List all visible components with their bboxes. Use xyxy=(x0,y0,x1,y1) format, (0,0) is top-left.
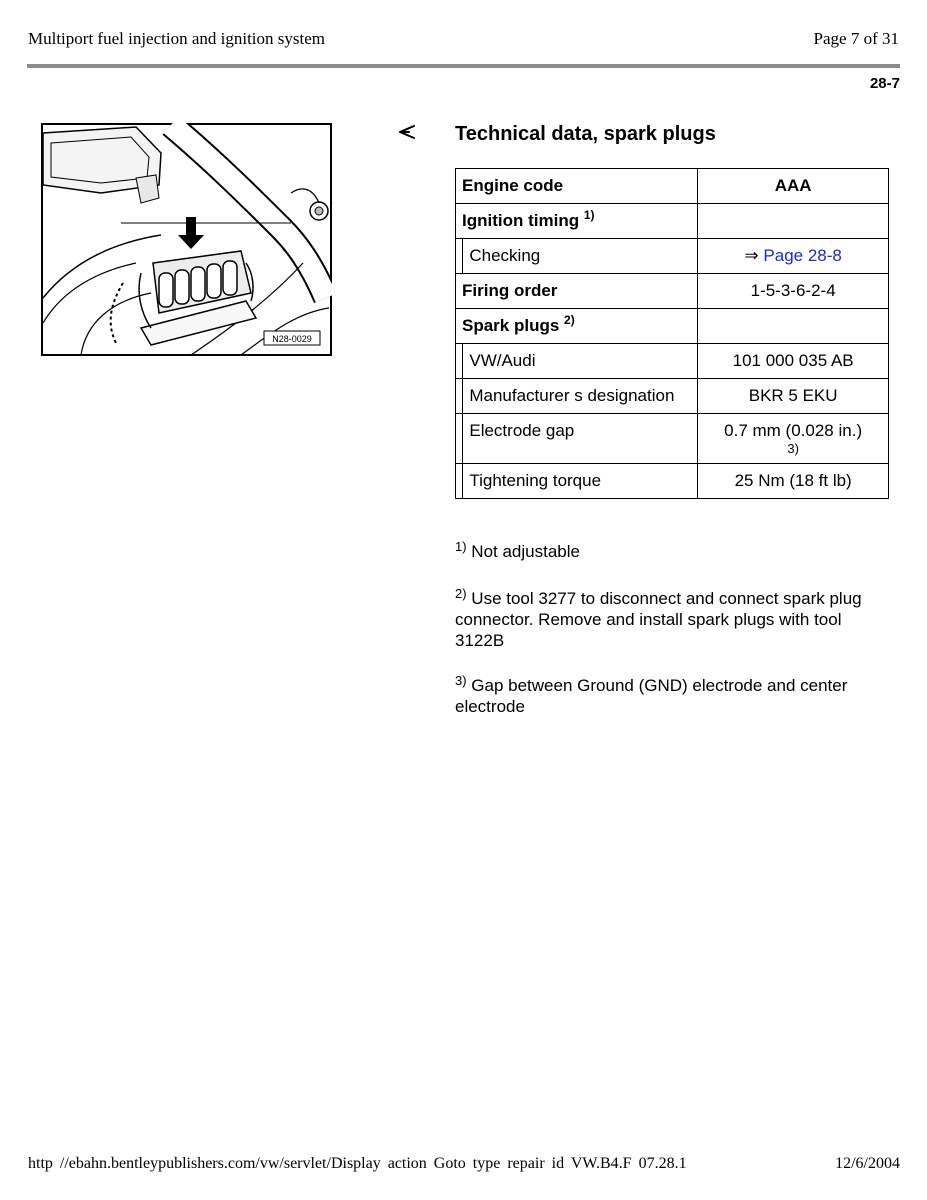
source-url: http //ebahn.bentleypublishers.com/vw/servlet/Display action Goto type repair id VW.B4.F 07.28.1 xyxy=(28,1155,687,1172)
figure-label: N28-0029 xyxy=(272,334,312,344)
tightening-torque-value: 25 Nm (18 ft lb) xyxy=(698,464,889,499)
table-row xyxy=(456,309,889,344)
footnote-2: $^{2)}$ Use tool 3277 to disconnect and connect spark plug connector. Remove and install spark plugs with tool 3122B xyxy=(455,586,862,650)
engine-spark-plug-connector-illustration xyxy=(41,123,332,356)
footnote-ref: 3) xyxy=(787,441,799,456)
checking-label: Checking xyxy=(463,239,698,274)
footnote-ref: 1) xyxy=(583,208,595,222)
tightening-torque-label: Tightening torque xyxy=(463,464,698,499)
table-row xyxy=(456,239,889,274)
vw-audi-label: VW/Audi xyxy=(463,344,698,379)
table-row xyxy=(456,274,889,309)
table-row xyxy=(456,414,889,464)
manufacturer-label: Manufacturer s designation xyxy=(463,379,698,414)
double-arrow-icon: ⇒ xyxy=(744,246,759,265)
spark-plugs-label: Spark plugs $^{2)}$ xyxy=(456,309,698,344)
section-code: 28-7 xyxy=(869,75,900,92)
firing-order-value: 1-5-3-6-2-4 xyxy=(698,274,889,309)
page-number: Page 7 of 31 xyxy=(813,29,899,48)
footnote-ref: 2) xyxy=(564,313,575,327)
header-divider xyxy=(27,64,900,68)
engine-code-label: Engine code xyxy=(456,169,698,204)
footnote-1: $^{1)}$ Not adjustable xyxy=(455,539,580,561)
document-title: Multiport fuel injection and ignition system xyxy=(28,29,325,48)
print-date: 12/6/2004 xyxy=(835,1155,900,1172)
table-row xyxy=(456,204,889,239)
vw-audi-value: 101 000 035 AB xyxy=(698,344,889,379)
table-row xyxy=(456,379,889,414)
manufacturer-value: BKR 5 EKU xyxy=(698,379,889,414)
ignition-timing-value xyxy=(698,204,889,239)
electrode-gap-value: 0.7 mm (0.028 in.) 3) xyxy=(698,414,889,464)
section-title: Technical data, spark plugs xyxy=(455,123,716,145)
checking-value xyxy=(698,239,889,274)
table-row xyxy=(456,344,889,379)
table-row xyxy=(456,169,889,204)
engine-code-value: AAA xyxy=(698,169,889,204)
table-row xyxy=(456,464,889,499)
firing-order-label: Firing order xyxy=(456,274,698,309)
spark-plug-spec-table xyxy=(455,168,889,499)
footnote-3: $^{3)}$ Gap between Ground (GND) electrode and center electrode xyxy=(455,673,848,716)
ignition-timing-label: Ignition timing $^{1)}$ xyxy=(456,204,698,239)
left-arrow-pointer-icon xyxy=(398,124,416,144)
electrode-gap-label: Electrode gap xyxy=(463,414,698,464)
page-28-8-link[interactable]: Page 28-8 xyxy=(763,246,842,265)
spark-plugs-value xyxy=(698,309,889,344)
